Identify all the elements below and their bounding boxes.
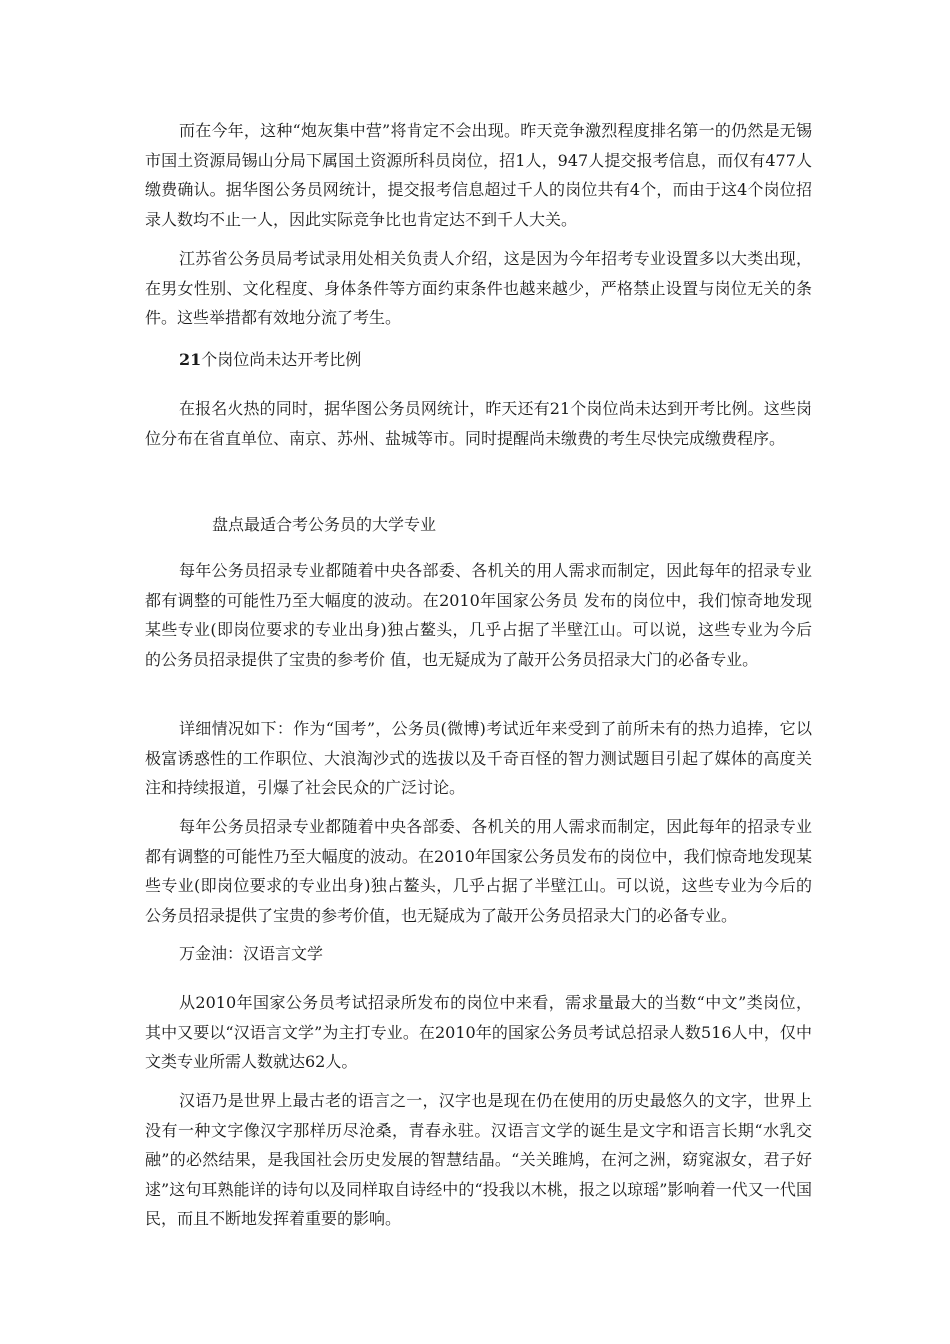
paragraph-2: 江苏省公务员局考试录用处相关负责人介绍，这是因为今年招考专业设置多以大类出现，在男女性别、文化程度、身体条件等方面约束条件也越来越少，严格禁止设置与岗位无关的条件。这些举措都有效地分流了考生。 bbox=[145, 249, 812, 327]
paragraph-1: 而在今年，这种“炮灰集中营”将肯定不会出现。昨天竞争激烈程度排名第一的仍然是无锡市国土资源局锡山分局下属国土资源所科员岗位，招1人，947人提交报考信息，而仅有477人缴费确认。据华图公务员网统计，提交报考信息超过千人的岗位共有4个，而由于这4个岗位招录人数均不止一人，因此实际竞争比也肯定达不到千人大关。 bbox=[145, 121, 812, 229]
paragraph-8: 汉语乃是世界上最古老的语言之一，汉字也是现在仍在使用的历史最悠久的文字，世界上没有一种文字像汉字那样历尽沧桑，青春永驻。汉语言文学的诞生是文字和语言长期“水乳交融”的必然结果，是我国社会历史发展的智慧结晶。“关关雎鸠，在河之洲，窈窕淑女，君子好逑”这句耳熟能详的诗句以及同样取自诗经中的“投我以木桃，报之以琼瑶”影响着一代又一代国民，而且不断地发挥着重要的影响。 bbox=[145, 1091, 812, 1228]
section-heading-3: 万金油：汉语言文学 bbox=[179, 944, 324, 963]
paragraph-3: 在报名火热的同时，据华图公务员网统计，昨天还有21个岗位尚未达到开考比例。这些岗位分布在省直单位、南京、苏州、盐城等市。同时提醒尚未缴费的考生尽快完成缴费程序。 bbox=[145, 399, 812, 448]
heading-text: 个岗位尚未达开考比例 bbox=[201, 350, 362, 369]
heading-number: 21 bbox=[179, 350, 202, 369]
paragraph-6: 每年公务员招录专业都随着中央各部委、各机关的用人需求而制定，因此每年的招录专业都有调整的可能性乃至大幅度的波动。在2010年国家公务员发布的岗位中，我们惊奇地发现某些专业(即岗位要求的专业出身)独占鳌头，几乎占据了半壁江山。可以说，这些专业为今后的公务员招录提供了宝贵的参考价值，也无疑成为了敲开公务员招录大门的必备专业。 bbox=[145, 817, 812, 925]
paragraph-5: 详细情况如下：作为“国考”，公务员(微博)考试近年来受到了前所未有的热力追捧，它以极富诱惑性的工作职位、大浪淘沙式的选拔以及千奇百怪的智力测试题目引起了媒体的高度关注和持续报道，引爆了社会民众的广泛讨论。 bbox=[145, 719, 812, 797]
section-heading-1 bbox=[179, 345, 361, 375]
section-heading-2: 盘点最适合考公务员的大学专业 bbox=[212, 515, 437, 534]
paragraph-4: 每年公务员招录专业都随着中央各部委、各机关的用人需求而制定，因此每年的招录专业都有调整的可能性乃至大幅度的波动。在2010年国家公务员 发布的岗位中，我们惊奇地发现某些专业(即岗位要求的专业出身)独占鳌头，几乎占据了半壁江山。可以说，这些专业为今后的公务员招录提供了宝贵的参考价 值，也无疑成为了敲开公务员招录大门的必备专业。 bbox=[145, 561, 812, 669]
paragraph-7: 从2010年国家公务员考试招录所发布的岗位中来看，需求量最大的当数“中文”类岗位，其中又要以“汉语言文学”为主打专业。在2010年的国家公务员考试总招录人数516人中，仅中文类专业所需人数就达62人。 bbox=[145, 993, 812, 1071]
